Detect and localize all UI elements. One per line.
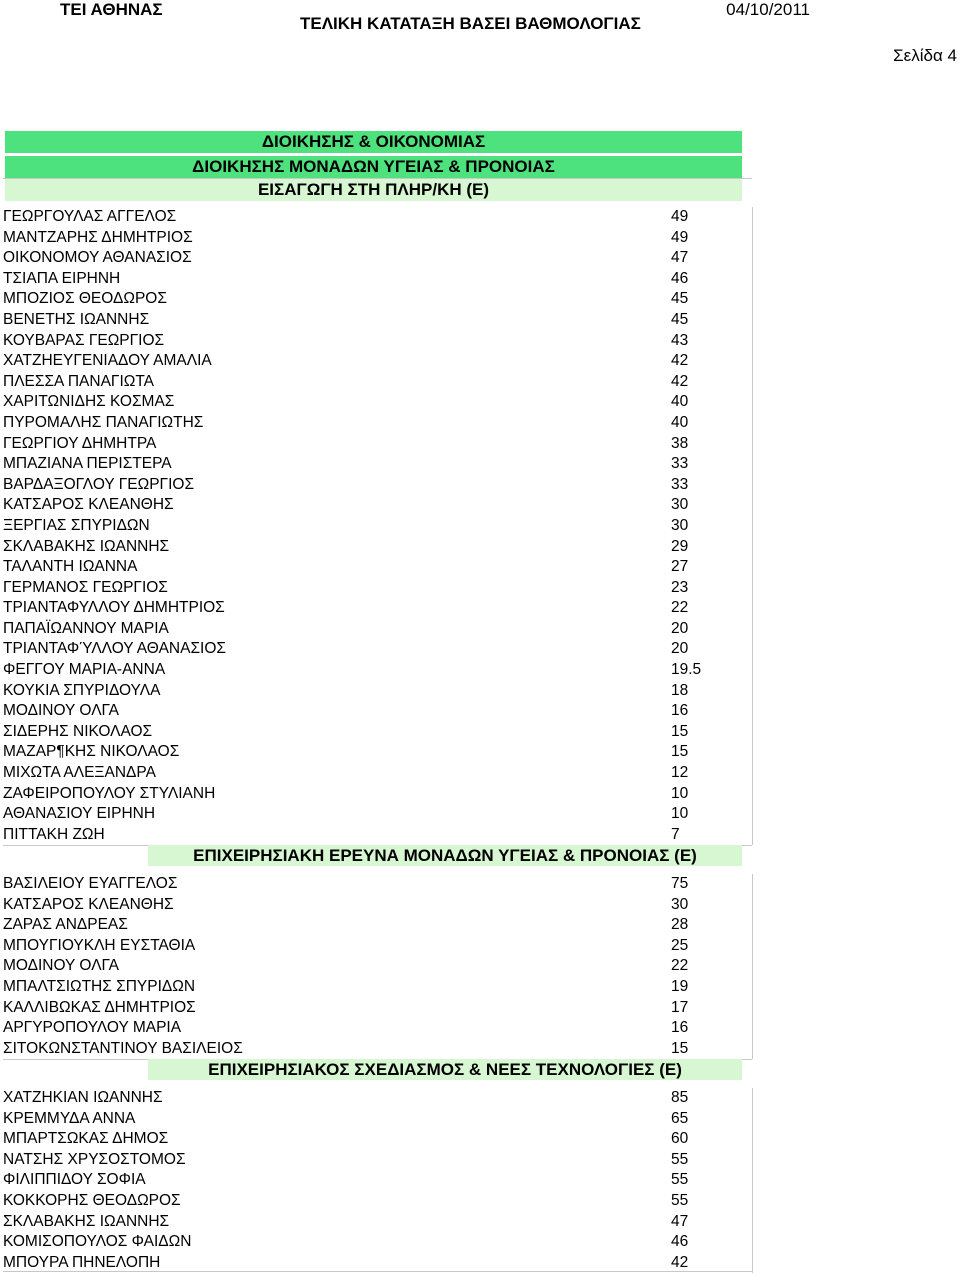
student-name: ΚΑΤΣΑΡΟΣ ΚΛΕΑΝΘΗΣ: [3, 895, 174, 913]
list-item: [3, 825, 753, 846]
list-item: [3, 742, 753, 763]
list-item: [3, 475, 753, 496]
student-name: ΤΡΙΑΝΤΑΦΎΛΛΟΥ ΑΘΑΝΑΣΙΟΣ: [3, 640, 226, 658]
institution-name: ΤΕΙ ΑΘΗΝΑΣ: [60, 0, 163, 19]
list-item: [3, 598, 753, 619]
student-name: ΜΑΝΤΖΑΡΗΣ ΔΗΜΗΤΡΙΟΣ: [3, 228, 193, 246]
student-name: ΧΑΡΙΤΩΝΙΔΗΣ ΚΟΣΜΑΣ: [3, 393, 175, 411]
list-item: [3, 310, 753, 331]
student-score: 33: [671, 475, 689, 493]
list-item: [3, 639, 753, 660]
student-score: 47: [671, 249, 689, 267]
list-item: [3, 1039, 753, 1060]
student-score: 49: [671, 228, 689, 246]
student-score: 42: [671, 1253, 689, 1271]
student-name: ΓΕΡΜΑΝΟΣ ΓΕΩΡΓΙΟΣ: [3, 578, 168, 596]
student-score: 10: [671, 805, 689, 823]
list-item: [3, 895, 753, 916]
section-list-intro-it: [3, 207, 753, 845]
list-item: [3, 413, 753, 434]
student-score: 65: [671, 1109, 689, 1127]
student-name: ΦΕΓΓΟΥ ΜΑΡΙΑ-ΑΝΝΑ: [3, 661, 166, 679]
list-item: [3, 763, 753, 784]
report-title: ΤΕΛΙΚΗ ΚΑΤΑΤΑΞΗ ΒΑΣΕΙ ΒΑΘΜΟΛΟΓΙΑΣ: [300, 14, 641, 33]
list-item: [3, 1170, 753, 1191]
student-name: ΣΚΛΑΒΑΚΗΣ ΙΩΑΝΝΗΣ: [3, 537, 170, 555]
student-name: ΚΑΛΛΙΒΩΚΑΣ ΔΗΜΗΤΡΙΟΣ: [3, 998, 196, 1016]
student-score: 28: [671, 916, 689, 934]
student-name: ΜΙΧΩΤΑ ΑΛΕΞΑΝΔΡΑ: [3, 764, 156, 782]
department-banner: ΔΙΟΙΚΗΣΗΣ ΜΟΝΑΔΩΝ ΥΓΕΙΑΣ & ΠΡΟΝΟΙΑΣ: [5, 156, 742, 178]
section-list-operational-research: [3, 874, 753, 1059]
list-item: [3, 722, 753, 743]
student-score: 22: [671, 599, 689, 617]
student-score: 10: [671, 784, 689, 802]
list-item: [3, 1232, 753, 1253]
list-item: [3, 557, 753, 578]
student-score: 45: [671, 310, 689, 328]
student-score: 55: [671, 1150, 689, 1168]
list-item: [3, 537, 753, 558]
list-item: [3, 331, 753, 352]
list-item: [3, 495, 753, 516]
student-score: 43: [671, 331, 689, 349]
list-item: [3, 434, 753, 455]
student-name: ΒΑΡΔΑΞΟΓΛΟΥ ΓΕΩΡΓΙΟΣ: [3, 475, 195, 493]
student-name: ΣΚΛΑΒΑΚΗΣ ΙΩΑΝΝΗΣ: [3, 1212, 170, 1230]
student-name: ΜΟΔΙΝΟΥ ΟΛΓΑ: [3, 957, 120, 975]
student-name: ΚΟΥΒΑΡΑΣ ΓΕΩΡΓΙΟΣ: [3, 331, 165, 349]
school-banner: ΔΙΟΙΚΗΣΗΣ & ΟΙΚΟΝΟΜΙΑΣ: [5, 131, 742, 153]
student-name: ΠΥΡΟΜΑΛΗΣ ΠΑΝΑΓΙΩΤΗΣ: [3, 413, 204, 431]
student-name: ΣΙΤΟΚΩΝΣΤΑΝΤΙΝΟΥ ΒΑΣΙΛΕΙΟΣ: [3, 1039, 243, 1057]
student-score: 42: [671, 352, 689, 370]
list-item: [3, 1191, 753, 1212]
student-name: ΒΕΝΕΤΗΣ ΙΩΑΝΝΗΣ: [3, 310, 150, 328]
student-name: ΖΑΡΑΣ ΑΝΔΡΕΑΣ: [3, 916, 128, 934]
student-name: ΟΙΚΟΝΟΜΟΥ ΑΘΑΝΑΣΙΟΣ: [3, 249, 192, 267]
student-score: 16: [671, 1019, 689, 1037]
list-item: [3, 1018, 753, 1039]
list-item: [3, 936, 753, 957]
student-name: ΚΑΤΣΑΡΟΣ ΚΛΕΑΝΘΗΣ: [3, 496, 174, 514]
student-score: 75: [671, 875, 689, 892]
list-item: [3, 681, 753, 702]
student-name: ΚΟΚΚΟΡΗΣ ΘΕΟΔΩΡΟΣ: [3, 1191, 181, 1209]
student-name: ΜΑΖΑΡ¶ΚΗΣ ΝΙΚΟΛΑΟΣ: [3, 743, 180, 761]
section-title-business-planning: ΕΠΙΧΕΙΡΗΣΙΑΚΟΣ ΣΧΕΔΙΑΣΜΟΣ & ΝΕΕΣ ΤΕΧΝΟΛΟΓΙΕΣ (Ε): [148, 1059, 742, 1080]
list-item: [3, 784, 753, 805]
list-item: [3, 516, 753, 537]
student-name: ΧΑΤΖΗΚΙΑΝ ΙΩΑΝΝΗΣ: [3, 1089, 163, 1106]
student-name: ΜΠΑΖΙΑΝΑ ΠΕΡΙΣΤΕΡΑ: [3, 455, 172, 473]
list-item: [3, 956, 753, 977]
student-score: 22: [671, 957, 689, 975]
student-name: ΑΘΑΝΑΣΙΟΥ ΕΙΡΗΝΗ: [3, 805, 156, 823]
student-score: 33: [671, 455, 689, 473]
student-score: 15: [671, 722, 689, 740]
student-score: 20: [671, 640, 689, 658]
student-score: 40: [671, 393, 689, 411]
student-score: 7: [671, 825, 680, 843]
list-item: [3, 248, 753, 269]
student-score: 15: [671, 743, 689, 761]
student-score: 38: [671, 434, 689, 452]
student-name: ΠΛΕΣΣΑ ΠΑΝΑΓΙΩΤΑ: [3, 372, 154, 390]
student-score: 29: [671, 537, 689, 555]
student-score: 12: [671, 764, 689, 782]
student-score: 30: [671, 895, 689, 913]
list-item: [3, 289, 753, 310]
student-score: 17: [671, 998, 689, 1016]
list-item: [3, 578, 753, 599]
list-item: [3, 351, 753, 372]
list-item: [3, 1088, 753, 1109]
student-name: ΑΡΓΥΡΟΠΟΥΛΟΥ ΜΑΡΙΑ: [3, 1019, 182, 1037]
list-item: [3, 1212, 753, 1233]
list-item: [3, 269, 753, 290]
student-name: ΤΣΙΑΠΑ ΕΙΡΗΝΗ: [3, 269, 121, 287]
section-title-operational-research: ΕΠΙΧΕΙΡΗΣΙΑΚΗ ΕΡΕΥΝΑ ΜΟΝΑΔΩΝ ΥΓΕΙΑΣ & ΠΡΟΝΟΙΑΣ (Ε): [148, 845, 742, 866]
list-item: [3, 804, 753, 825]
student-score: 16: [671, 702, 689, 720]
student-name: ΓΕΩΡΓΟΥΛΑΣ ΑΓΓΕΛΟΣ: [3, 208, 177, 225]
list-item: [3, 392, 753, 413]
list-item: [3, 874, 753, 895]
student-score: 55: [671, 1191, 689, 1209]
student-score: 46: [671, 269, 689, 287]
list-item: [3, 660, 753, 681]
student-name: ΤΡΙΑΝΤΑΦΥΛΛΟΥ ΔΗΜΗΤΡΙΟΣ: [3, 599, 225, 617]
list-item: [3, 998, 753, 1019]
student-name: ΦΙΛΙΠΠΙΔΟΥ ΣΟΦΙΑ: [3, 1171, 146, 1189]
student-score: 19: [671, 977, 689, 995]
student-name: ΜΠΑΛΤΣΙΩΤΗΣ ΣΠΥΡΙΔΩΝ: [3, 977, 196, 995]
student-score: 40: [671, 413, 689, 431]
student-name: ΜΠΟΥΡΑ ΠΗΝΕΛΟΠΗ: [3, 1253, 161, 1271]
list-item: [3, 619, 753, 640]
student-name: ΚΡΕΜΜΥΔΑ ΑΝΝΑ: [3, 1109, 136, 1127]
table-bottom-border: [3, 1271, 752, 1272]
section-title-intro-it: ΕΙΣΑΓΩΓΗ ΣΤΗ ΠΛΗΡ/ΚΗ (Ε): [5, 179, 742, 201]
student-name: ΜΠΟΖΙΟΣ ΘΕΟΔΩΡΟΣ: [3, 290, 167, 308]
student-name: ΞΕΡΓΙΑΣ ΣΠΥΡΙΔΩΝ: [3, 516, 150, 534]
student-name: ΣΙΔΕΡΗΣ ΝΙΚΟΛΑΟΣ: [3, 722, 153, 740]
student-score: 55: [671, 1171, 689, 1189]
list-item: [3, 977, 753, 998]
table-top-border: [3, 178, 752, 179]
student-name: ΤΑΛΑΝΤΗ ΙΩΑΝΝΑ: [3, 558, 138, 576]
student-name: ΚΟΥΚΙΑ ΣΠΥΡΙΔΟΥΛΑ: [3, 681, 161, 699]
student-score: 45: [671, 290, 689, 308]
student-score: 25: [671, 936, 689, 954]
student-score: 60: [671, 1130, 689, 1148]
student-score: 46: [671, 1233, 689, 1251]
student-score: 47: [671, 1212, 689, 1230]
student-score: 30: [671, 516, 689, 534]
student-score: 27: [671, 558, 689, 576]
student-name: ΜΠΑΡΤΣΩΚΑΣ ΔΗΜΟΣ: [3, 1130, 169, 1148]
student-score: 85: [671, 1089, 689, 1106]
student-name: ΚΟΜΙΣΟΠΟΥΛΟΣ ΦΑΙΔΩΝ: [3, 1233, 192, 1251]
list-item: [3, 1129, 753, 1150]
list-item: [3, 1150, 753, 1171]
student-score: 30: [671, 496, 689, 514]
list-item: [3, 454, 753, 475]
list-item: [3, 207, 753, 228]
list-item: [3, 228, 753, 249]
student-score: 42: [671, 372, 689, 390]
student-score: 20: [671, 619, 689, 637]
student-name: ΜΟΔΙΝΟΥ ΟΛΓΑ: [3, 702, 120, 720]
student-name: ΖΑΦΕΙΡΟΠΟΥΛΟΥ ΣΤΥΛΙΑΝΗ: [3, 784, 216, 802]
page-number: Σελίδα 4: [893, 46, 957, 65]
student-name: ΜΠΟΥΓΙΟΥΚΛΗ ΕΥΣΤΑΘΙΑ: [3, 936, 196, 954]
list-item: [3, 372, 753, 393]
student-name: ΠΙΤΤΑΚΗ ΖΩΗ: [3, 825, 105, 843]
student-name: ΓΕΩΡΓΙΟΥ ΔΗΜΗΤΡΑ: [3, 434, 157, 452]
list-item: [3, 701, 753, 722]
student-name: ΧΑΤΖΗΕΥΓΕΝΙΑΔΟΥ ΑΜΑΛΙΑ: [3, 352, 212, 370]
student-name: ΝΑΤΣΗΣ ΧΡΥΣΟΣΤΟΜΟΣ: [3, 1150, 186, 1168]
student-score: 49: [671, 208, 689, 225]
student-name: ΒΑΣΙΛΕΙΟΥ ΕΥΑΓΓΕΛΟΣ: [3, 875, 178, 892]
list-item: [3, 1109, 753, 1130]
student-score: 18: [671, 681, 689, 699]
list-item: [3, 915, 753, 936]
student-name: ΠΑΠΑΪΩΑΝΝΟΥ ΜΑΡΙΑ: [3, 619, 169, 637]
student-score: 19.5: [671, 661, 702, 679]
report-date: 04/10/2011: [726, 0, 810, 19]
student-score: 15: [671, 1039, 689, 1057]
student-score: 23: [671, 578, 689, 596]
section-list-business-planning: [3, 1088, 753, 1273]
